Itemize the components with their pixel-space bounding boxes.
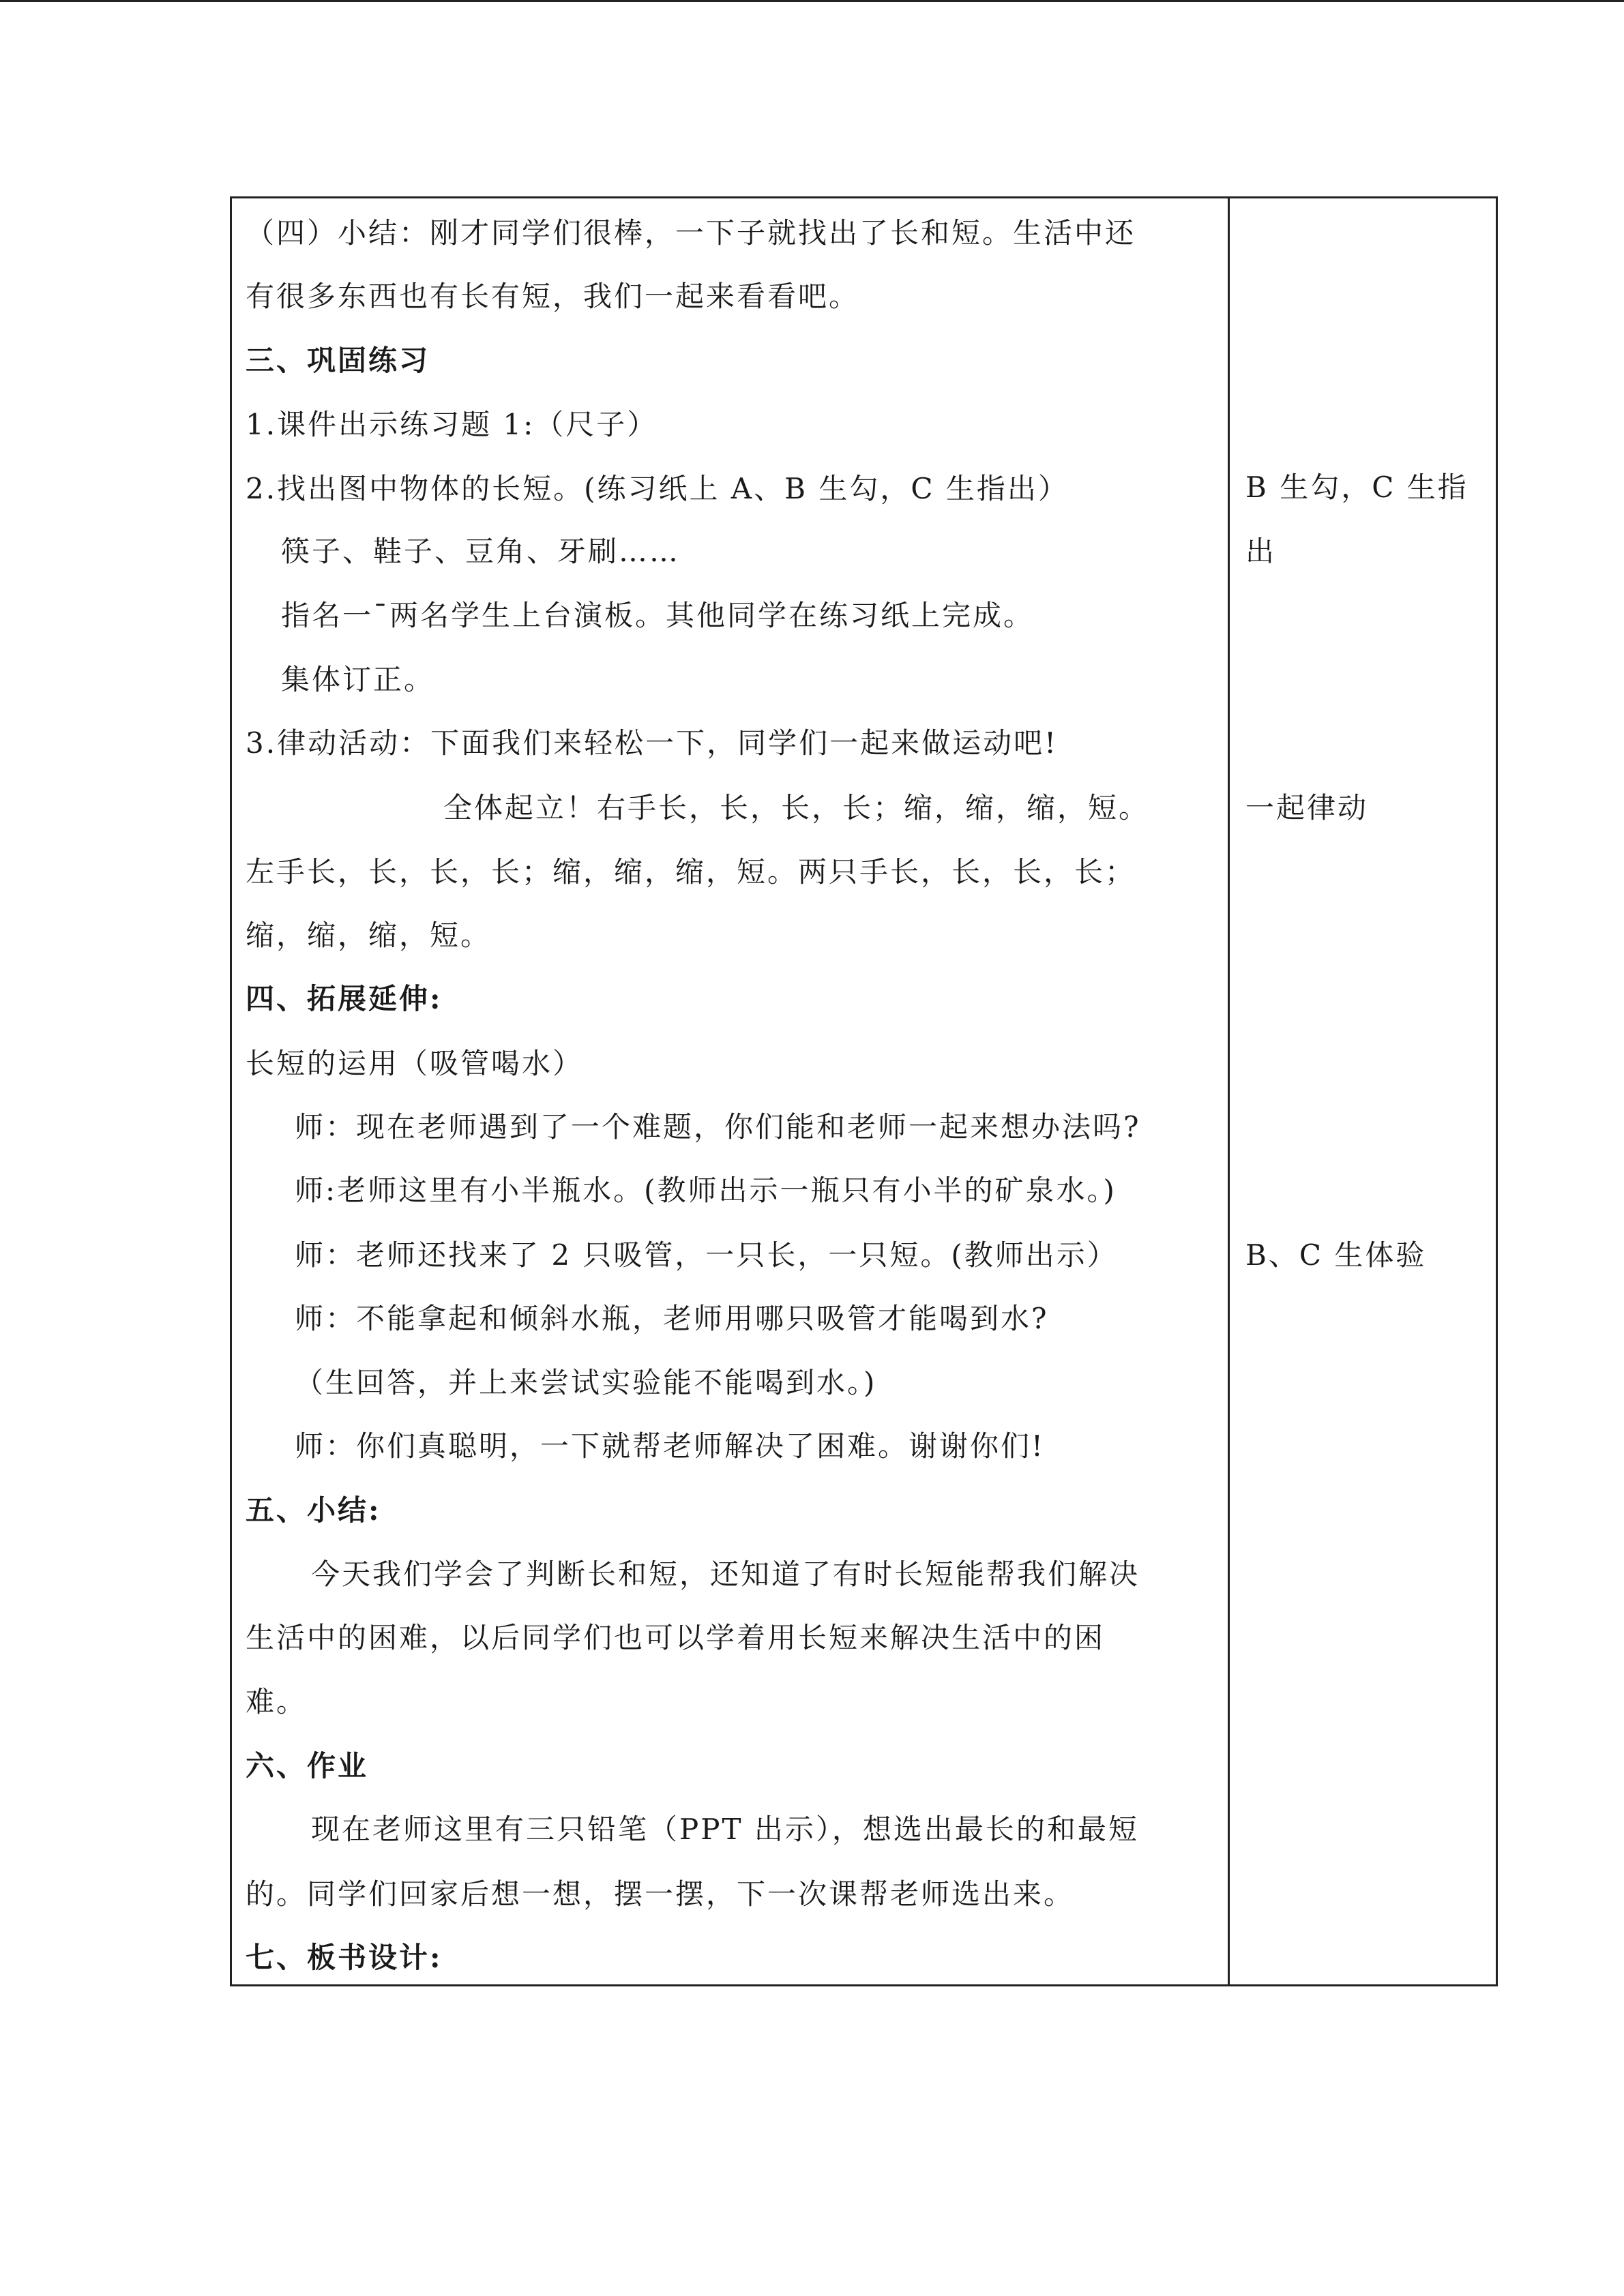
text-line: 缩，缩，缩，短。 <box>246 919 492 952</box>
text-line: 筷子、鞋子、豆角、牙刷…… <box>281 535 681 568</box>
text-line: 难。 <box>246 1685 308 1718</box>
top-border-line <box>0 0 1624 2</box>
text-line: 师：不能拿起和倾斜水瓶，老师用哪只吸管才能喝到水? <box>295 1302 1049 1335</box>
section-heading: 七、板书设计: <box>246 1941 443 1974</box>
side-note: B 生勾，C 生指 <box>1245 471 1468 504</box>
section-heading: 六、作业 <box>246 1749 369 1783</box>
text-line: 1.课件出示练习题 1:（尺子） <box>246 408 658 441</box>
text-line: 今天我们学会了判断长和短，还知道了有时长短能帮我们解决 <box>311 1557 1140 1591</box>
text-line: 生活中的困难，以后同学们也可以学着用长短来解决生活中的困 <box>246 1621 1106 1654</box>
side-note: 出 <box>1245 535 1277 568</box>
text-line: （四）小结：刚才同学们很棒，一下子就找出了长和短。生活中还 <box>246 216 1136 250</box>
side-note: 一起律动 <box>1245 791 1369 824</box>
column-divider <box>1228 198 1230 1984</box>
text-line: 师:老师这里有小半瓶水。(教师出示一瓶只有小半的矿泉水。) <box>295 1174 1117 1207</box>
text-line: 的。同学们回家后想一想，摆一摆，下一次课帮老师选出来。 <box>246 1877 1075 1911</box>
section-heading: 四、拓展延伸: <box>246 982 443 1015</box>
text-line: （生回答，并上来尝试实验能不能喝到水。) <box>295 1366 877 1399</box>
text-line: 2.找出图中物体的长短。(练习纸上 A、B 生勾，C 生指出） <box>246 472 1069 505</box>
text-line: 指名一¯两名学生上台演板。其他同学在练习纸上完成。 <box>281 599 1035 632</box>
text-line: 有很多东西也有长有短，我们一起来看看吧。 <box>246 280 860 313</box>
text-line: 全体起立！右手长，长，长，长；缩，缩，缩，短。 <box>443 791 1150 824</box>
side-note: B、C 生体验 <box>1245 1238 1427 1272</box>
lesson-plan-table <box>230 196 1498 1986</box>
section-heading: 五、小结: <box>246 1493 381 1527</box>
text-line: 左手长，长，长，长；缩，缩，缩，短。两只手长，长，长，长； <box>246 855 1136 889</box>
text-line: 师：你们真聪明，一下就帮老师解决了困难。谢谢你们! <box>295 1429 1045 1463</box>
text-line: 集体订正。 <box>281 663 435 696</box>
section-heading: 三、巩固练习 <box>246 344 430 377</box>
text-line: 3.律动活动：下面我们来轻松一下，同学们一起来做运动吧! <box>246 726 1058 760</box>
text-line: 现在老师这里有三只铅笔（PPT 出示），想选出最长的和最短 <box>311 1813 1139 1846</box>
text-line: 长短的运用（吸管喝水） <box>246 1047 584 1080</box>
text-line: 师：现在老师遇到了一个难题，你们能和老师一起来想办法吗? <box>295 1110 1141 1144</box>
text-line: 师：老师还找来了 2 只吸管，一只长，一只短。(教师出示） <box>295 1238 1118 1272</box>
